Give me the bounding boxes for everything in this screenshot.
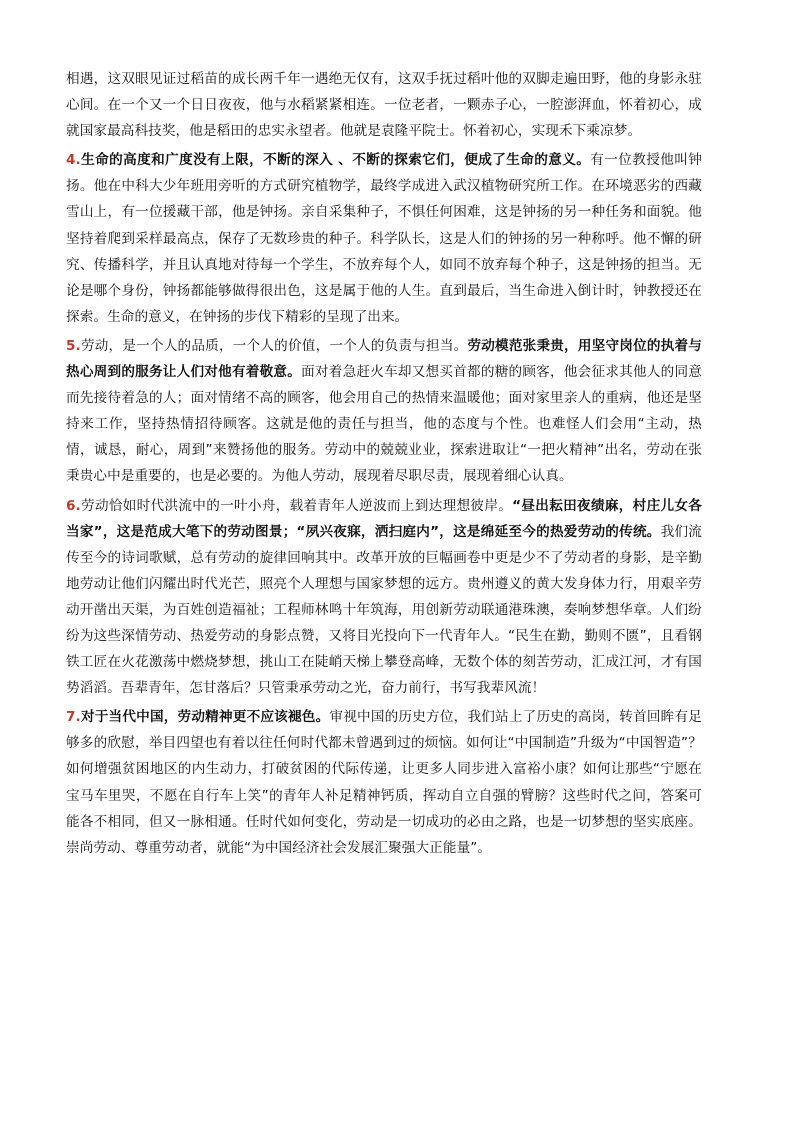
- paragraph-4: [66, 147, 702, 330]
- paragraph-6: [66, 493, 702, 702]
- paragraph-1: [66, 66, 702, 144]
- paragraph-6-bold: “昼出耘田夜绩麻，村庄儿女各当家”，这是范成大笔下的劳动图景；“夙兴夜寐，洒扫庭内”，这是绵延至今的热爱劳动的传统。: [66, 497, 702, 540]
- paragraph-5-bold: 劳动模范张秉贵，用坚守岗位的执着与热心周到的服务让人们对他有着敬意。: [66, 337, 702, 381]
- paragraph-1-text: 相遇，这双眼见证过稻苗的成长两千年一遇绝无仅有，这双手抚过稻叶他的双脚走遍田野，他的身影永驻心间。在一个又一个日日夜夜，他与水稻紧紧相连。一位老者，一颗赤子心，一腔澎湃血，怀着初心，成就国家最高科技奖，他是稻田的忠实永望者。他就是袁隆平院士。怀着初心，实现禾下乘凉梦。: [66, 71, 702, 140]
- paragraph-7: [66, 704, 702, 861]
- paragraph-7-number: 7.: [66, 709, 81, 726]
- paragraph-6-text: 我们流传至今的诗词歌赋，总有劳动的旋律回响其中。改革开放的巨幅画卷中更是少不了劳动者的身影，是辛勤地劳动让他们闪耀出时代光芒，照亮个人理想与国家梦想的远方。贵州遵义的黄大发身体力行，用艰辛劳动开凿出天渠，为百姓创造福祉；工程师林鸣十年筑海，用创新劳动联通港珠澳，奏响梦想华章。人们纷纷为这些深情劳动、热爱劳动的身影点赞，又将目光投向下一代青年人。“民生在勤，勤则不匮”，且看钢铁工匠在火花激荡中燃烧梦想，挑山工在陡峭天梯上攀登高峰，无数个体的刻苦劳动，汇成江河，才有国势滔滔。吾辈青年，怎甘落后？只管秉承劳动之光，奋力前行，书写我辈风流！: [66, 523, 702, 697]
- paragraph-4-number: 4.: [66, 152, 81, 169]
- paragraph-4-text: 有一位教授他叫钟扬。他在中科大少年班用旁听的方式研究植物学，最终学成进入武汉植物研究所工作。在环境恶劣的西藏雪山上，有一位援藏干部，他是钟扬。亲自采集种子，不惧任何困难，这是钟扬的另一种任务和面貌。他坚持着爬到采样最高点，保存了无数珍贵的种子。科学队长，这是人们的钟扬的另一种称呼。他不懈的研究、传播科学，并且认真地对待每一个学生，不放弃每个人，如同不放弃每个种子，这是钟扬的担当。无论是哪个身份，钟扬都能够做得很出色，这是属于他的人生。直到最后，当生命进入倒计时，钟教授还在探索。生命的意义，在钟扬的步伐下精彩的呈现了出来。: [66, 152, 702, 325]
- paragraph-6-text-lead: 劳动恰如时代洪流中的一叶小舟，载着青年人逆波而上到达理想彼岸。: [80, 497, 513, 514]
- paragraph-5-text-lead: 劳动，是一个人的品质，一个人的价值，一个人的负责与担当。: [80, 337, 468, 354]
- paragraph-6-number: 6.: [66, 497, 81, 514]
- paragraph-5: [66, 333, 702, 490]
- paragraph-7-bold-lead: 对于当代中国，劳动精神更不应该褪色。: [80, 709, 330, 726]
- paragraph-4-bold-lead: 生命的高度和广度没有上限，不断的深入 、不断的探索它们，便成了生命的意义。: [80, 152, 591, 169]
- paragraph-5-number: 5.: [66, 337, 81, 354]
- paragraph-5-text: 面对着急赶火车却又想买首都的糖的顾客，他会征求其他人的同意而先接待着急的人；面对情绪不高的顾客，他会用自己的热情来温暖他；面对家里亲人的重病，他还是坚持来工作，坚持热情招待顾客。这就是他的责任与担当，他的态度与个性。也难怪人们会用“主动，热情，诚恳，耐心，周到”来赞扬他的服务。劳动中的兢兢业业，探索进取让“一把火精神”出名，劳动在张秉贵心中是重要的，也是必要的。为他人劳动，展现着尽职尽责，展现着细心认真。: [66, 364, 702, 485]
- paragraph-7-text: 审视中国的历史方位，我们站上了历史的高岗，转首回眸有足够多的欣慰，举目四望也有着以往任何时代都未曾遇到过的烦恼。如何让“中国制造”升级为“中国智造”？如何增强贫困地区的内生动力，打破贫困的代际传递，让更多人同步进入富裕小康？如何让那些“宁愿在宝马车里哭，不愿在自行车上笑”的青年人补足精神钙质，挥动自立自强的臂膀？这些时代之问，答案可能各不相同，但又一脉相通。任时代如何变化，劳动是一切成功的必由之路，也是一切梦想的坚实底座。崇尚劳动、尊重劳动者，就能“为中国经济社会发展汇聚强大正能量”。: [66, 709, 702, 856]
